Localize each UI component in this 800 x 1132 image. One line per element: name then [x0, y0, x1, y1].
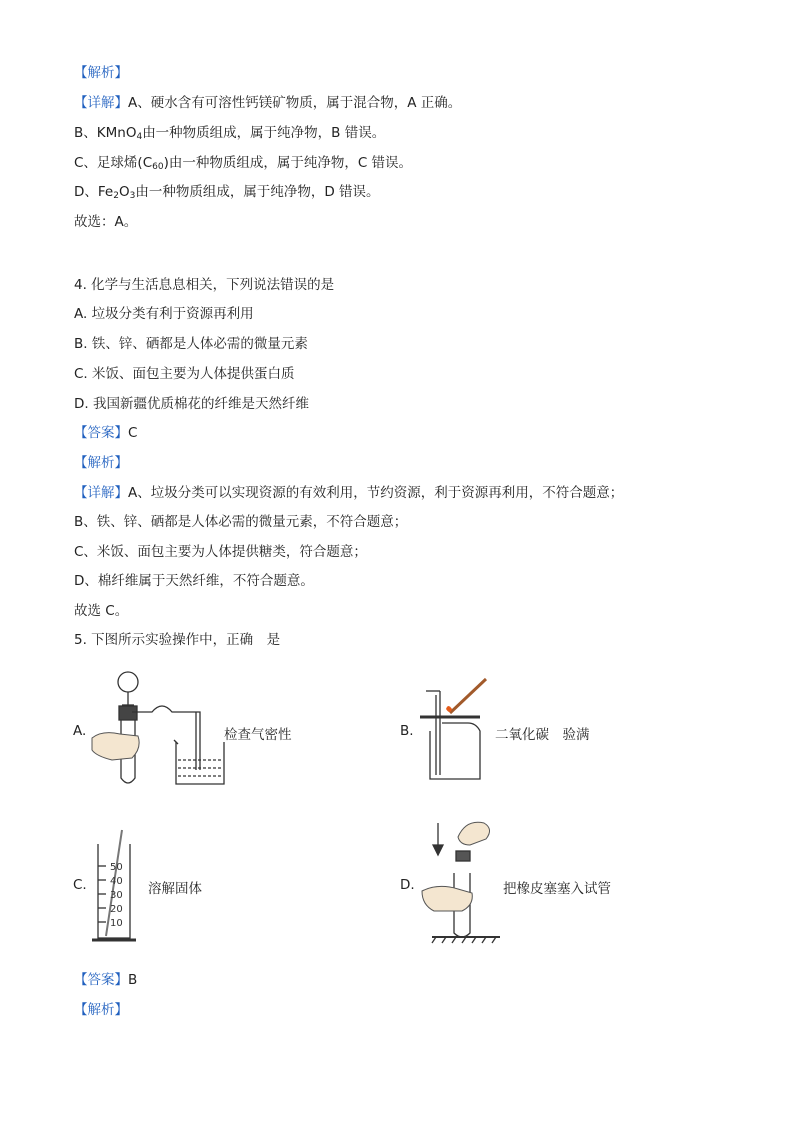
d-sub1: 2	[113, 191, 119, 201]
detail-text: A、硬水含有可溶性钙镁矿物质，属于混合物，A 正确。	[128, 95, 462, 111]
q5-a-caption: 检查气密性	[224, 727, 292, 743]
tick-20: 20	[110, 904, 123, 915]
detail-tag: 【详解】	[74, 485, 128, 501]
c-post: )由一种物质组成，属于纯净物，C 错误。	[163, 155, 413, 171]
q5-answer	[74, 971, 137, 989]
q5-b-caption: 二氧化碳 验满	[495, 727, 590, 743]
d-sub2: 3	[129, 191, 136, 201]
d-post: 由一种物质组成，属于纯净物，D 错误。	[135, 184, 380, 200]
b-post: 由一种物质组成，属于纯净物，B 错误。	[142, 125, 386, 141]
q5-b-letter: B.	[400, 723, 414, 739]
tick-40: 40	[110, 876, 123, 887]
airtightness-check-diagram	[92, 660, 232, 790]
detail-tag: 【详解】	[74, 95, 128, 111]
answer-value: B	[128, 972, 138, 988]
tick-30: 30	[110, 890, 123, 901]
q5-a-letter: A.	[73, 723, 87, 739]
detail-line-3c	[74, 154, 412, 172]
co2-full-test-diagram	[418, 675, 498, 785]
analysis-heading-3: 【解析】	[74, 65, 128, 81]
answer-tag: 【答案】	[74, 425, 128, 441]
q4-detail-b: B、铁、锌、硒都是人体必需的微量元素，不符合题意；	[74, 514, 408, 530]
q5-d-caption: 把橡皮塞塞入试管	[503, 881, 611, 897]
detail-line-3a	[74, 94, 461, 112]
q4-option-d: D. 我国新疆优质棉花的纤维是天然纤维	[74, 396, 309, 412]
analysis-heading-4: 【解析】	[74, 455, 128, 471]
b-sub: 4	[136, 132, 143, 142]
q4-answer	[74, 424, 137, 442]
tick-50: 50	[110, 862, 123, 873]
q5-c-letter: C.	[73, 877, 87, 893]
question-5: 5. 下图所示实验操作中，正确 是	[74, 632, 281, 648]
b-pre: B、KMnO	[74, 125, 137, 141]
c-sub: 60	[152, 162, 164, 172]
c-pre: C、足球烯(C	[74, 155, 153, 171]
q4-option-a: A. 垃圾分类有利于资源再利用	[74, 306, 254, 322]
detail-text: A、垃圾分类可以实现资源的有效利用，节约资源，利于资源再利用，不符合题意；	[128, 485, 624, 501]
q4-option-c: C. 米饭、面包主要为人体提供蛋白质	[74, 366, 295, 382]
q4-conclusion: 故选 C。	[74, 603, 129, 619]
d-mid: O	[118, 184, 130, 200]
q4-detail-d: D、棉纤维属于天然纤维，不符合题意。	[74, 573, 314, 589]
answer-value: C	[128, 425, 138, 441]
q4-detail-a	[74, 484, 623, 502]
question-4: 4. 化学与生活息息相关，下列说法错误的是	[74, 277, 335, 293]
detail-line-3b	[74, 124, 385, 142]
d-pre: D、Fe	[74, 184, 114, 200]
q4-detail-c: C、米饭、面包主要为人体提供糖类，符合题意；	[74, 544, 367, 560]
q4-option-b: B. 铁、锌、硒都是人体必需的微量元素	[74, 336, 308, 352]
analysis-heading-5: 【解析】	[74, 1002, 128, 1018]
detail-line-3d	[74, 183, 380, 201]
rubber-stopper-diagram	[418, 815, 508, 945]
q5-d-letter: D.	[400, 877, 415, 893]
q5-c-caption: 溶解固体	[148, 881, 202, 897]
conclusion-3: 故选：A。	[74, 214, 138, 230]
graduated-cylinder-diagram	[92, 826, 142, 946]
tick-10: 10	[110, 918, 123, 929]
answer-tag: 【答案】	[74, 972, 128, 988]
